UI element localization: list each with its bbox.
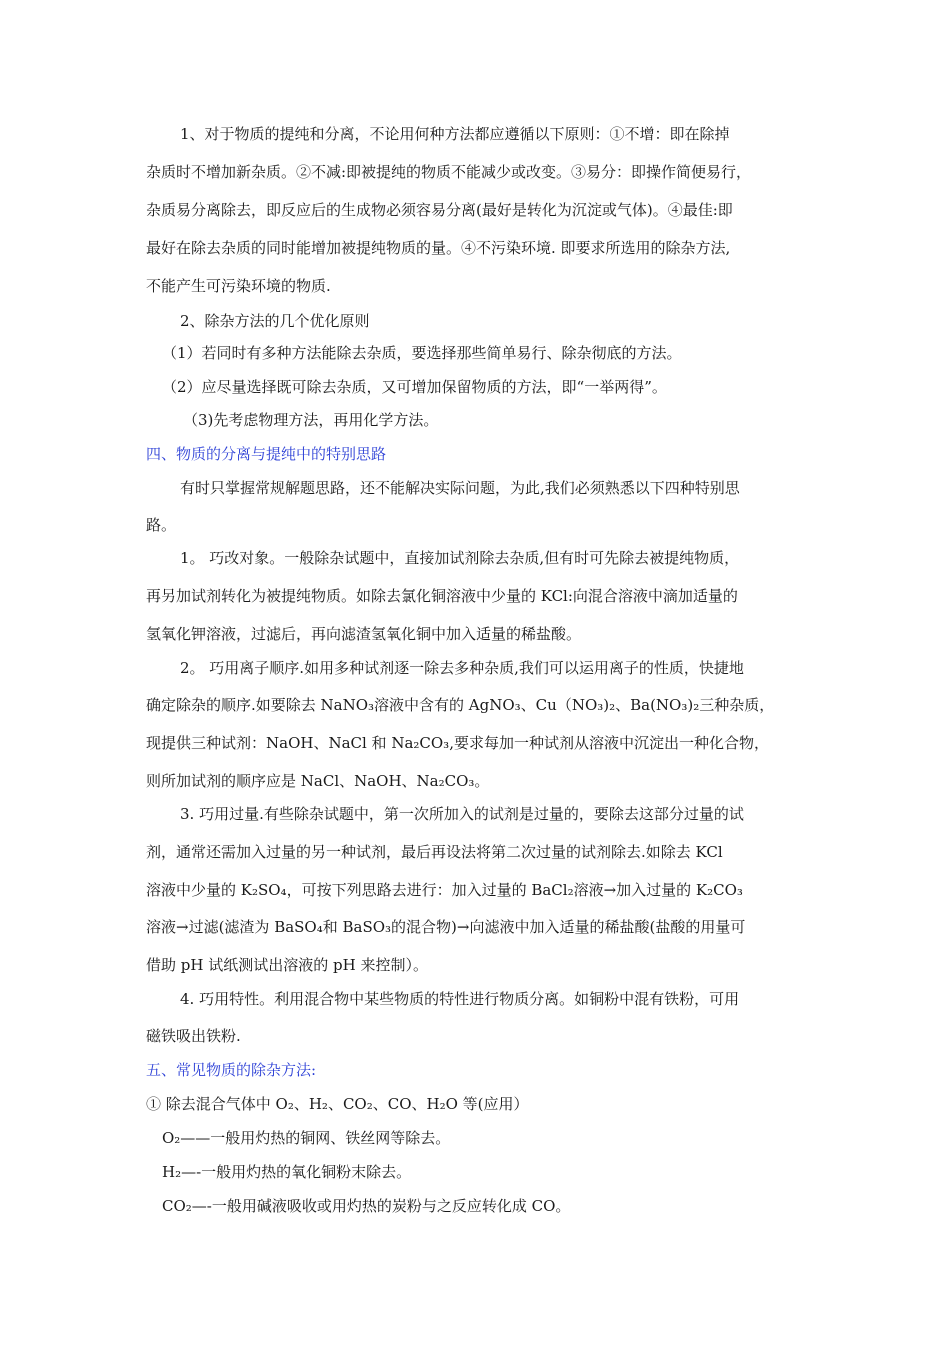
item1-line-3: 氢氧化钾溶液，过滤后，再向滤渣氢氧化铜中加入适量的稀盐酸。 [146, 625, 582, 643]
item4-line-2: 磁铁吸出铁粉. [146, 1027, 241, 1045]
item3-line-5: 借助 pH 试纸测试出溶液的 pH 来控制）。 [146, 956, 428, 974]
principles-line-2: 杂质时不增加新杂质。②不减:即被提纯的物质不能减少或改变。③易分：即操作简便易行， [146, 163, 752, 181]
item2-line-3: 现提供三种试剂：NaOH、NaCl 和 Na₂CO₃,要求每加一种试剂从溶液中沉淀出一种化合物， [146, 734, 769, 752]
item3-line-4: 溶液→过滤(滤渣为 BaSO₄和 BaSO₃的混合物)→向滤液中加入适量的稀盐酸(盐酸的用量可 [146, 918, 746, 936]
item4-line-1: 4. 巧用特性。利用混合物中某些物质的特性进行物质分离。如铜粉中混有铁粉，可用 [180, 990, 740, 1008]
principles-line-3: 杂质易分离除去，即反应后的生成物必须容易分离(最好是转化为沉淀或气体)。④最佳:即 [146, 201, 733, 219]
item1-line-1: 1。 巧改对象。一般除杂试题中，直接加试剂除去杂质,但有时可先除去被提纯物质， [180, 549, 740, 567]
optimization-point-2: （2）应尽量选择既可除去杂质，又可增加保留物质的方法，即“一举两得”。 [162, 378, 667, 396]
principles-line-4: 最好在除去杂质的同时能增加被提纯物质的量。④不污染环境. 即要求所选用的除杂方法, [146, 239, 731, 257]
item1-line-2: 再另加试剂转化为被提纯物质。如除去氯化铜溶液中少量的 KCl:向混合溶液中滴加适量的 [146, 587, 738, 605]
intro-line-1: 有时只掌握常规解题思路，还不能解决实际问题，为此,我们必须熟悉以下四种特别思 [180, 479, 740, 497]
principles-line-1: 1、对于物质的提纯和分离，不论用何种方法都应遵循以下原则：①不增：即在除掉 [180, 125, 730, 143]
item2-line-4: 则所加试剂的顺序应是 NaCl、NaOH、Na₂CO₃。 [146, 772, 490, 790]
section-heading-4: 四、物质的分离与提纯中的特别思路 [146, 445, 387, 463]
gas-co2-method: CO₂—-一般用碱液吸收或用灼热的炭粉与之反应转化成 CO。 [162, 1197, 571, 1215]
optimization-point-1: （1）若同时有多种方法能除去杂质，要选择那些简单易行、除杂彻底的方法。 [162, 344, 682, 362]
item3-line-2: 剂，通常还需加入过量的另一种试剂，最后再设法将第二次过量的试剂除去.如除去 KCl [146, 843, 723, 861]
optimization-title: 2、除杂方法的几个优化原则 [180, 312, 370, 330]
section-heading-5: 五、常见物质的除杂方法: [146, 1061, 317, 1079]
item2-line-1: 2。 巧用离子顺序.如用多种试剂逐一除去多种杂质,我们可以运用离子的性质，快捷地 [180, 659, 744, 677]
item3-line-3: 溶液中少量的 K₂SO₄，可按下列思路去进行：加入过量的 BaCl₂溶液→加入过量的 K₂CO₃ [146, 881, 743, 899]
gas-o2-method: O₂——一般用灼热的铜网、铁丝网等除去。 [162, 1129, 451, 1147]
principles-line-5: 不能产生可污染环境的物质. [146, 277, 331, 295]
item3-line-1: 3. 巧用过量.有些除杂试题中，第一次所加入的试剂是过量的，要除去这部分过量的试 [180, 805, 744, 823]
intro-line-2: 路。 [146, 516, 177, 534]
optimization-point-3: （3)先考虑物理方法，再用化学方法。 [183, 411, 439, 429]
gas-h2-method: H₂—-一般用灼热的氧化铜粉末除去。 [162, 1163, 412, 1181]
gas-removal-title: ① 除去混合气体中 O₂、H₂、CO₂、CO、H₂O 等(应用） [146, 1095, 529, 1113]
item2-line-2: 确定除杂的顺序.如要除去 NaNO₃溶液中含有的 AgNO₃、Cu（NO₃)₂、Ba(NO₃)₂三种杂质， [146, 696, 775, 714]
